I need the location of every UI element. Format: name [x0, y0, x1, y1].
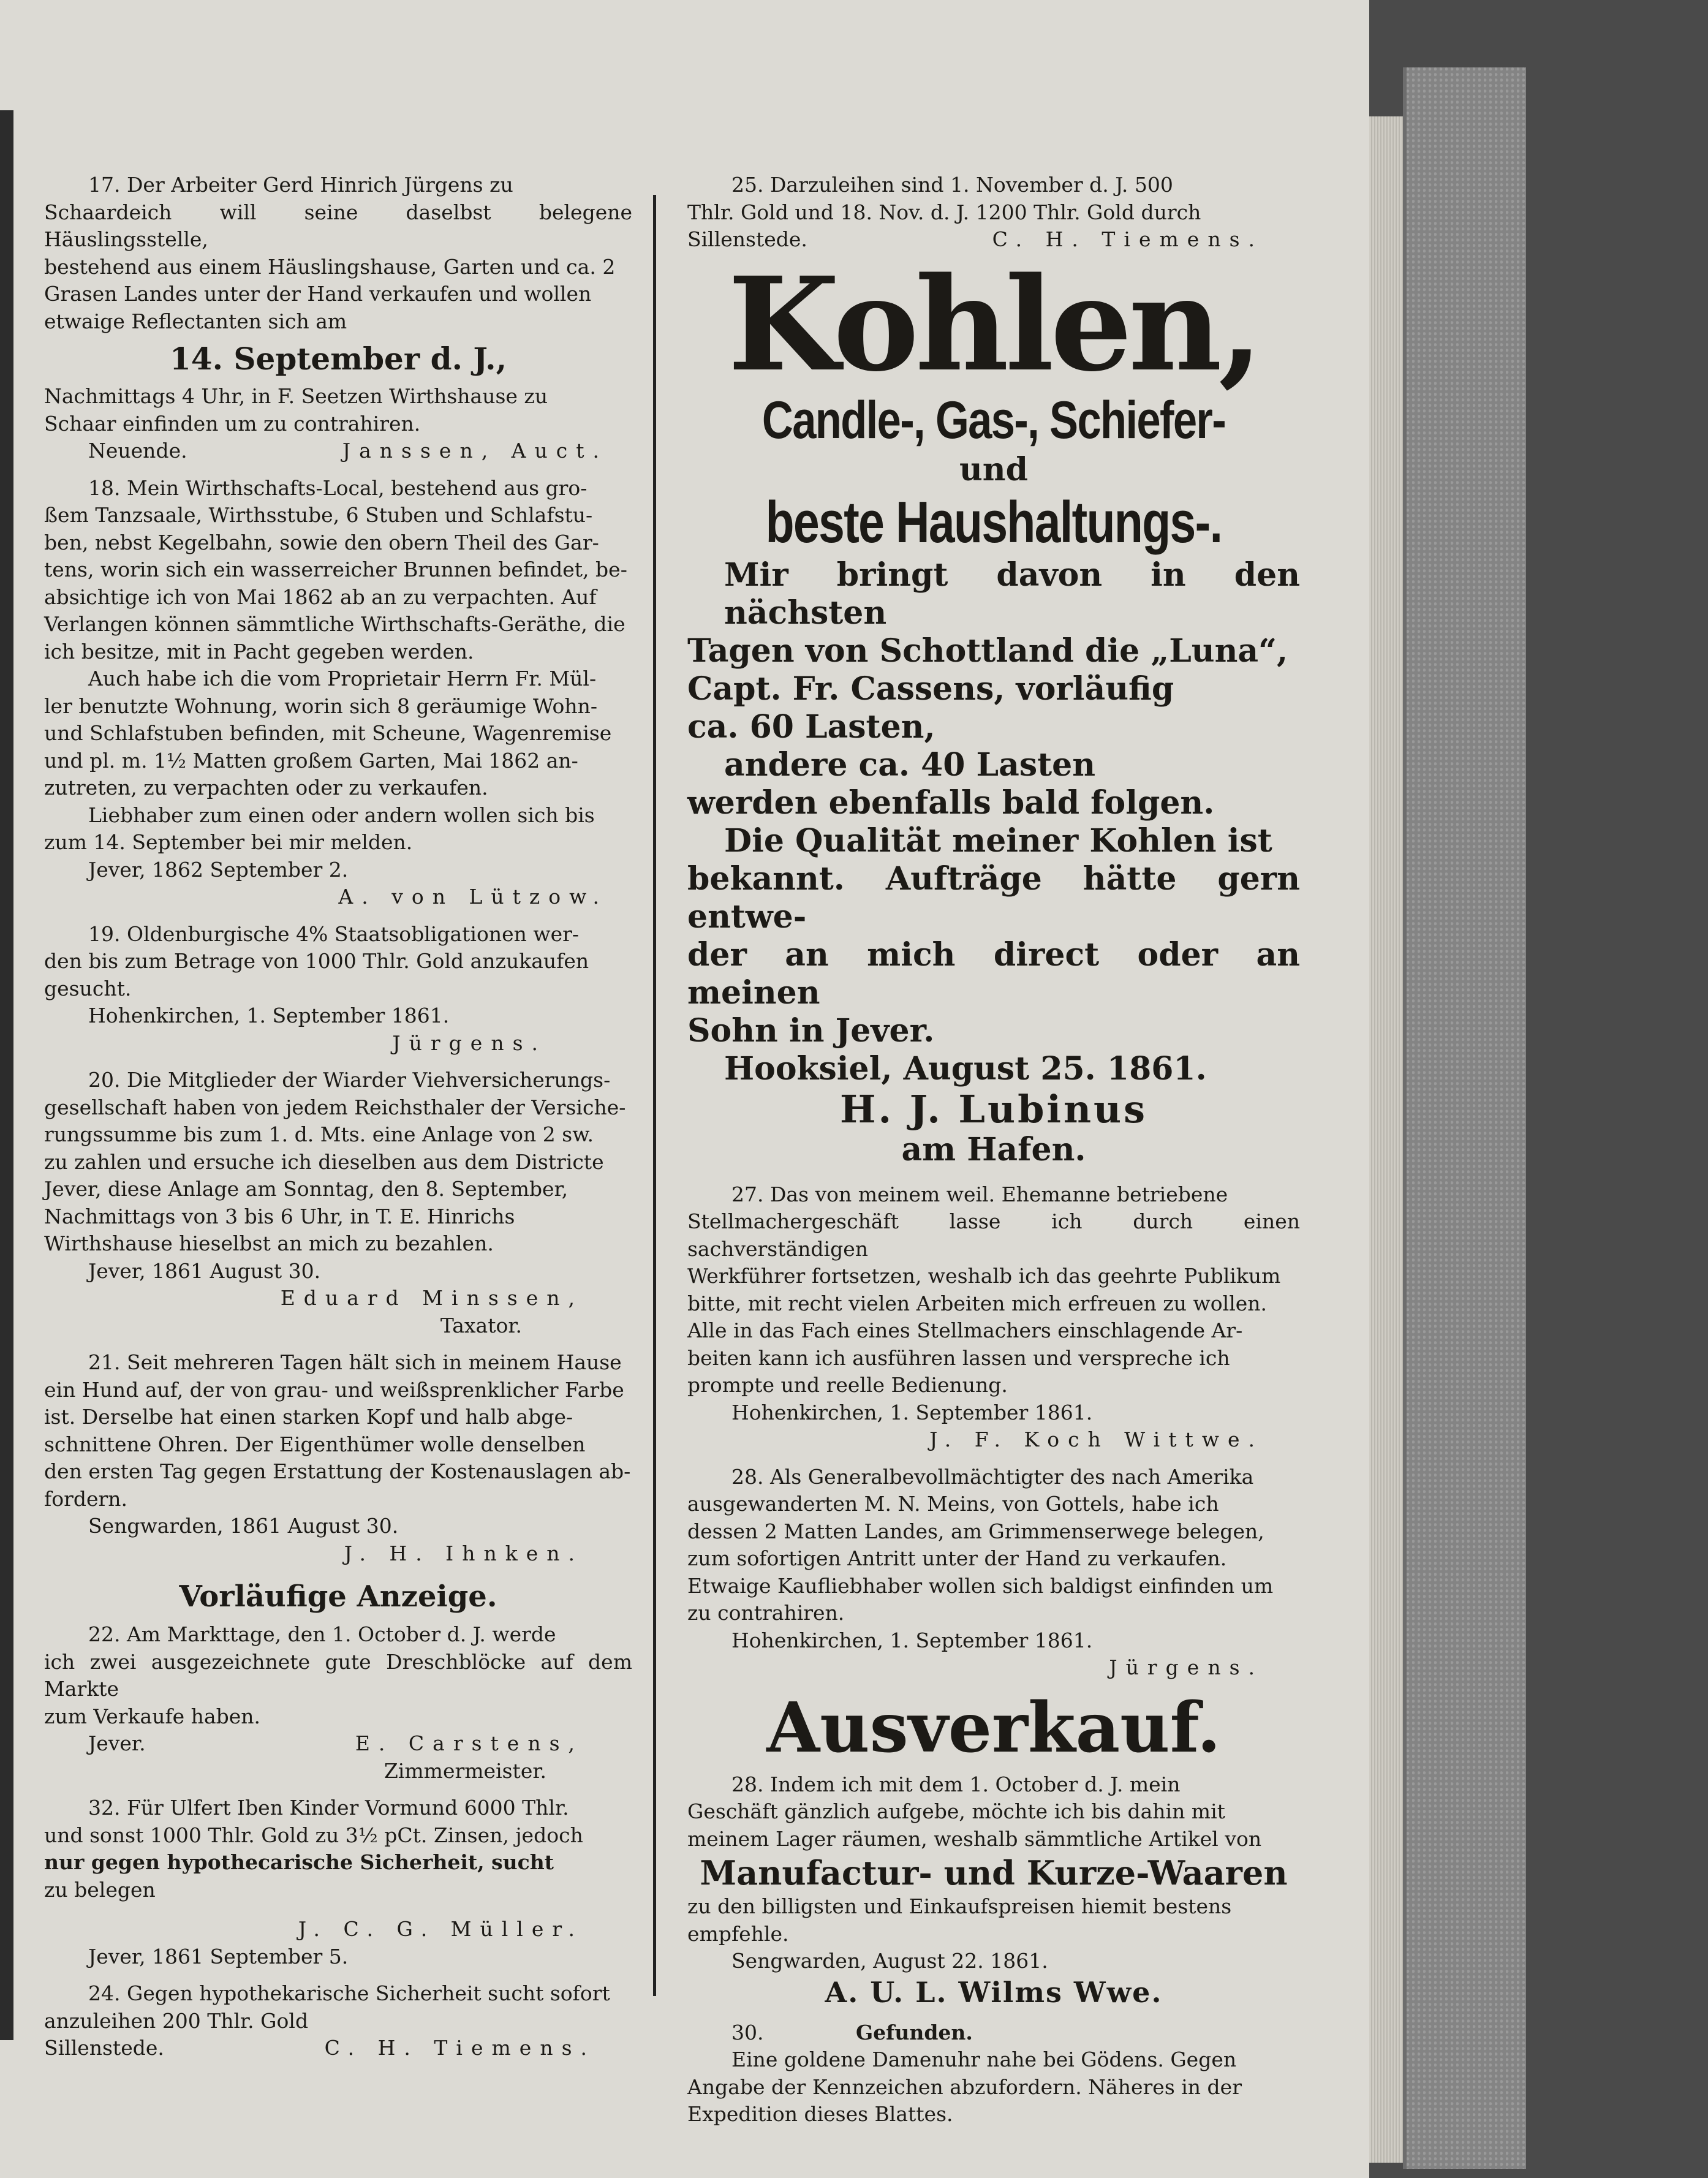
text-line: 17. Der Arbeiter Gerd Hinrich Jürgens zu	[88, 173, 513, 197]
text-line: der an mich direct oder an meinen	[687, 936, 1300, 1011]
text-line: und Schlafstuben befinden, mit Scheune, Wagenremise	[44, 721, 612, 745]
ad-17-signature	[44, 437, 632, 465]
signature-place: Hohenkirchen, 1. September 1861.	[88, 1004, 450, 1027]
right-column	[687, 172, 1300, 2138]
signature-name: Janssen, Auct.	[342, 439, 608, 463]
text-line: Etwaige Kaufliebhaber wollen sich baldigst einfinden um	[687, 1573, 1274, 1598]
text-line: meinem Lager räumen, weshalb sämmtliche Artikel von	[687, 1826, 1262, 1851]
text-line: zu belegen	[44, 1877, 156, 1902]
text-line: 24. Gegen hypothekarische Sicherheit sucht sofort	[88, 1981, 610, 2005]
kohlen-und: und	[959, 450, 1028, 488]
text-line: zum 14. September bei mir melden.	[44, 830, 413, 854]
left-column	[44, 172, 632, 2072]
text-line: Mir bringt davon in den nächsten	[724, 556, 1300, 632]
signature-place: Neuende.	[88, 439, 187, 463]
text-line: werden ebenfalls bald folgen.	[687, 784, 1215, 822]
signature-name: J. C. G. Müller.	[298, 1917, 583, 1941]
text-line: dessen 2 Matten Landes, am Grimmenserwege belegen,	[687, 1519, 1264, 1543]
text-line: Capt. Fr. Cassens, vorläufig	[687, 670, 1174, 708]
ad-27	[687, 1181, 1300, 1454]
goods-line: Manufactur- und Kurze-Waaren	[700, 1853, 1288, 1893]
text-line: bestehend aus einem Häuslingshause, Garten und ca. 2	[44, 254, 616, 279]
ad-17	[44, 172, 632, 465]
text-line: ca. 60 Lasten,	[687, 708, 935, 746]
ad-22-heading: Vorläufige Anzeige.	[179, 1579, 497, 1614]
text-line: 18. Mein Wirthschafts-Local, bestehend aus gro-	[88, 475, 588, 500]
text-line: ist. Derselbe hat einen starken Kopf und halb abge-	[44, 1405, 573, 1429]
text-line: und sonst 1000 Thlr. Gold zu 3½ pCt. Zinsen, jedoch	[44, 1823, 583, 1847]
ad-20	[44, 1067, 632, 1339]
ad-22-signature	[44, 1730, 632, 1758]
text-line: Wirthshause hieselbst an mich zu bezahlen.	[44, 1231, 494, 1255]
text-line: Alle in das Fach eines Stellmachers einschlagende Ar-	[687, 1318, 1243, 1342]
ad-22	[44, 1621, 632, 1785]
text-line: Eine goldene Damenuhr nahe bei Gödens. Gegen	[731, 2048, 1237, 2071]
signature-name: Eduard Minssen,	[280, 1286, 583, 1310]
signature-place: Hohenkirchen, 1. September 1861.	[731, 1628, 1093, 1652]
text-line: Liebhaber zum einen oder andern wollen sich bis	[88, 803, 595, 827]
kohlen-subtitle: Candle-, Gas-, Schiefer-	[761, 390, 1226, 450]
ad-32	[44, 1794, 632, 1970]
text-line: zum Verkaufe haben.	[44, 1704, 261, 1728]
signature-place: Sillenstede.	[44, 2036, 164, 2060]
signature-name: C. H. Tiemens.	[324, 2036, 595, 2060]
text-line: rungssumme bis zum 1. d. Mts. eine Anlage von 2 sw.	[44, 1122, 594, 1146]
text-line: den ersten Tag gegen Erstattung der Kostenauslagen ab-	[44, 1459, 631, 1483]
signature-name: A. U. L. Wilms Wwe.	[825, 1975, 1163, 2009]
text-line: Expedition dieses Blattes.	[687, 2102, 953, 2126]
text-line: empfehle.	[687, 1921, 789, 1946]
ad-30-header	[687, 2019, 1300, 2047]
text-line: anzuleihen 200 Thlr. Gold	[44, 2008, 309, 2033]
signature-name: J. H. Ihnken.	[344, 1541, 583, 1565]
ad-18	[44, 475, 632, 911]
ad-30-heading: Gefunden.	[855, 2020, 973, 2044]
ad-21	[44, 1349, 632, 1567]
signature-place: Sengwarden, 1861 August 30.	[88, 1514, 399, 1538]
text-line: nur gegen hypothecarische Sicherheit, sucht	[44, 1850, 554, 1874]
text-line: Jever, diese Anlage am Sonntag, den 8. September,	[44, 1177, 569, 1201]
text-line: absichtige ich von Mai 1862 ab an zu verpachten. Auf	[44, 584, 597, 609]
text-line: gesellschaft haben von jedem Reichsthaler der Versiche-	[44, 1095, 626, 1119]
text-line: ler benutzte Wohnung, worin sich 8 geräumige Wohn-	[44, 694, 598, 718]
text-line: den bis zum Betrage von 1000 Thlr. Gold anzukaufen	[44, 949, 589, 973]
text-line: zu contrahiren.	[687, 1601, 845, 1625]
text-line: ausgewanderten M. N. Meins, von Gottels, habe ich	[687, 1492, 1219, 1516]
signature-title: Zimmermeister.	[384, 1758, 546, 1783]
text-line: 20. Die Mitglieder der Wiarder Viehversicherungs-	[88, 1068, 611, 1092]
kohlen-beste: beste Haushaltungs-.	[765, 489, 1222, 555]
ad-19	[44, 921, 632, 1057]
signature-place: Sengwarden, August 22. 1861.	[731, 1949, 1048, 1973]
text-line: ich zwei ausgezeichnete gute Dreschblöcke auf dem Markte	[44, 1649, 632, 1701]
text-line: prompte und reelle Bedienung.	[687, 1373, 1008, 1397]
text-line: Auch habe ich die vom Proprietair Herrn Fr. Mül-	[88, 667, 597, 690]
signature-place: Jever, 1861 September 5.	[88, 1944, 349, 1968]
text-line: Nachmittags 4 Uhr, in F. Seetzen Wirthshause zu	[44, 384, 548, 408]
text-line: zutreten, zu verpachten oder zu verkaufen.	[44, 776, 488, 800]
kohlen-place: Hooksiel, August 25. 1861.	[724, 1049, 1207, 1087]
ad-26-kohlen	[687, 248, 1300, 1169]
text-line: Die Qualität meiner Kohlen ist	[724, 822, 1272, 860]
ad-30	[687, 2019, 1300, 2128]
kohlen-signature: H. J. Lubinus	[839, 1086, 1148, 1132]
ad-28	[687, 1464, 1300, 1682]
text-line: Sohn in Jever.	[687, 1011, 935, 1049]
text-line: ben, nebst Kegelbahn, sowie den obern Theil des Gar-	[44, 530, 599, 554]
ad-28b	[687, 1771, 1300, 2010]
signature-name: E. Carstens,	[355, 1731, 583, 1755]
text-line: 19. Oldenburgische 4% Staatsobligationen wer-	[88, 921, 580, 946]
column-divider	[653, 195, 656, 1996]
signature-title: Taxator.	[440, 1313, 522, 1337]
ad-17-date: 14. September d. J.,	[170, 341, 507, 377]
text-line: bekannt. Aufträge hätte gern entwe-	[687, 860, 1300, 936]
text-line: zu den billigsten und Einkaufspreisen hiemit bestens	[687, 1894, 1232, 1918]
signature-place: Jever, 1862 September 2.	[88, 857, 349, 882]
text-line: beiten kann ich ausführen lassen und verspreche ich	[687, 1345, 1230, 1370]
text-line: ich besitze, mit in Pacht gegeben werden.	[44, 639, 474, 664]
ad-number: 30.	[731, 2020, 764, 2044]
text-line: schnittene Ohren. Der Eigenthümer wolle denselben	[44, 1432, 586, 1456]
text-line: 21. Seit mehreren Tagen hält sich in meinem Hause	[88, 1350, 622, 1374]
text-line: gesucht.	[44, 976, 132, 1000]
kohlen-title: Kohlen,	[728, 248, 1260, 400]
text-line: Geschäft gänzlich aufgebe, möchte ich bis dahin mit	[687, 1799, 1225, 1823]
ad-25	[687, 172, 1300, 254]
text-line: 22. Am Markttage, den 1. October d. J. werde	[88, 1622, 556, 1646]
signature-place: Hohenkirchen, 1. September 1861.	[731, 1400, 1093, 1424]
signature-name: J. F. Koch Wittwe.	[929, 1427, 1263, 1451]
binding-gutter	[0, 110, 13, 2040]
text-line: etwaige Reflectanten sich am	[44, 309, 347, 333]
text-line: 32. Für Ulfert Iben Kinder Vormund 6000 Thlr.	[88, 1796, 569, 1820]
text-line: 28. Als Generalbevollmächtigter des nach Amerika	[731, 1464, 1254, 1489]
ad-24-signature	[44, 2035, 632, 2062]
text-line: ßem Tanzsaale, Wirthsstube, 6 Stuben und Schlafstu-	[44, 503, 593, 527]
signature-name: Jürgens.	[1109, 1655, 1263, 1679]
signature-place: Jever.	[88, 1731, 146, 1755]
text-line: tens, worin sich ein wasserreicher Brunnen befindet, be-	[44, 558, 627, 581]
signature-name: Jürgens.	[392, 1030, 546, 1055]
kohlen-address: am Hafen.	[901, 1130, 1086, 1168]
text-line: Stellmachergeschäft lasse ich durch einen sachverständigen	[687, 1209, 1300, 1261]
text-line: bitte, mit recht vielen Arbeiten mich erfreuen zu wollen.	[687, 1291, 1268, 1315]
text-line: Angabe der Kennzeichen abzufordern. Näheres in der	[687, 2074, 1242, 2099]
text-line: Grasen Landes unter der Hand verkaufen und wollen	[44, 282, 592, 306]
signature-place: Sillenstede.	[687, 227, 807, 251]
text-line: Werkführer fortsetzen, weshalb ich das geehrte Publikum	[687, 1264, 1281, 1288]
text-line: und pl. m. 1½ Matten großem Garten, Mai 1862 an-	[44, 748, 578, 773]
text-line: fordern.	[44, 1486, 128, 1511]
text-line: zum sofortigen Antritt unter der Hand zu verkaufen.	[687, 1546, 1227, 1570]
book-cover-board	[1403, 67, 1526, 2169]
text-line: Schaardeich will seine daselbst belegene Häuslingsstelle,	[44, 200, 632, 251]
text-line: andere ca. 40 Lasten	[724, 746, 1095, 784]
text-line: Thlr. Gold und 18. Nov. d. J. 1200 Thlr. Gold durch	[687, 200, 1201, 224]
text-line: ein Hund auf, der von grau- und weißsprenklicher Farbe	[44, 1377, 624, 1402]
text-line: 28. Indem ich mit dem 1. October d. J. mein	[731, 1772, 1181, 1796]
signature-name: C. H. Tiemens.	[992, 227, 1263, 251]
text-line: Nachmittags von 3 bis 6 Uhr, in T. E. Hinrichs	[44, 1204, 515, 1228]
signature-name: A. von Lützow.	[338, 885, 608, 909]
text-line: zu zahlen und ersuche ich dieselben aus dem Districte	[44, 1149, 604, 1174]
text-line: Tagen von Schottland die „Luna“,	[687, 632, 1288, 670]
text-line: Verlangen können sämmtliche Wirthschafts-Geräthe, die	[44, 612, 625, 636]
kohlen-body	[687, 556, 1300, 1088]
signature-place: Jever, 1861 August 30.	[88, 1258, 321, 1283]
text-line: 25. Darzuleihen sind 1. November d. J. 500	[731, 173, 1173, 197]
text-line: Schaar einfinden um zu contrahiren.	[44, 411, 421, 436]
ad-24	[44, 1980, 632, 2062]
ausverkauf-title: Ausverkauf.	[766, 1687, 1221, 1768]
text-line: 27. Das von meinem weil. Ehemanne betriebene	[731, 1182, 1228, 1206]
